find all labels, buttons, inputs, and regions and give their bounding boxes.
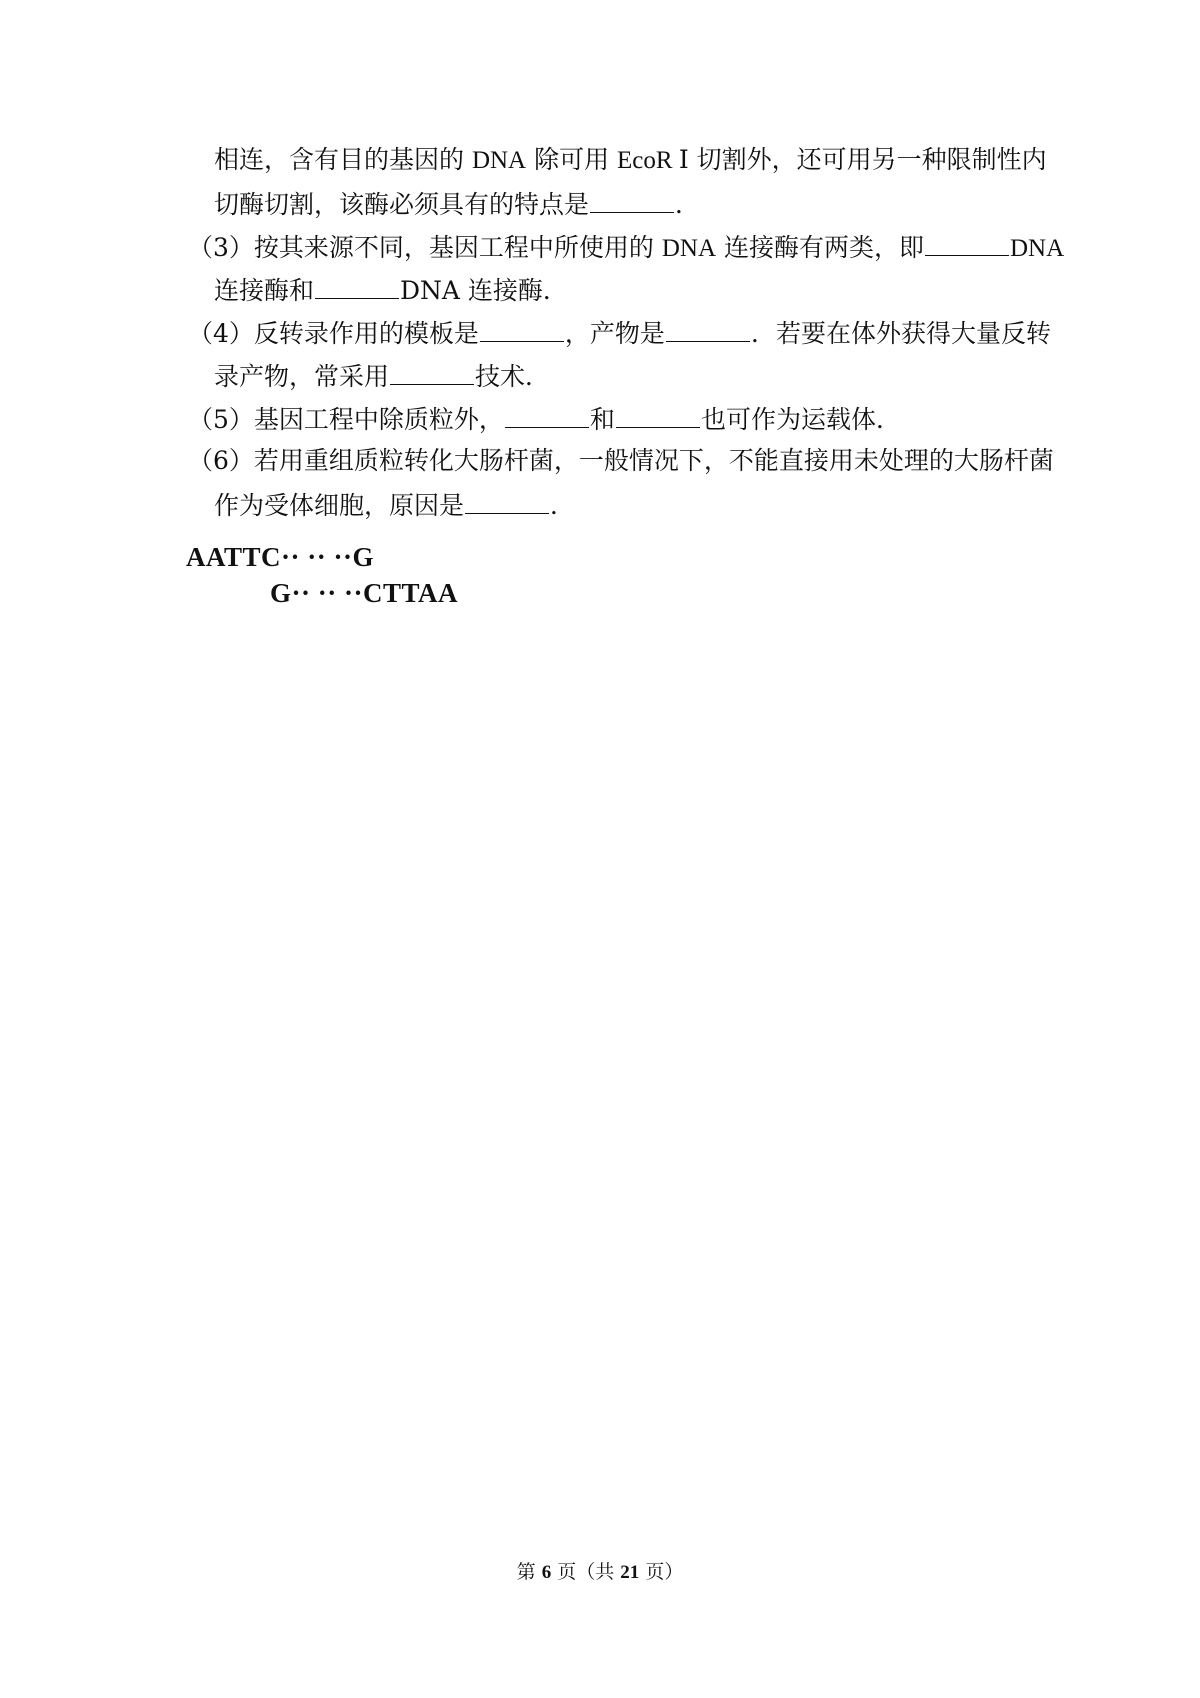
text-segment: 相连，含有目的基因的: [214, 145, 472, 174]
answer-blank[interactable]: [480, 315, 564, 342]
text-segment: 也可作为运载体．: [700, 405, 901, 434]
text-line-4: [214, 272, 568, 308]
text-segment: 作为受体细胞，原因是: [214, 491, 465, 520]
text-segment: 切酶切割，该酶必须具有的特点是: [214, 190, 590, 219]
footer-text: 第: [516, 1561, 542, 1583]
text-segment: 连接酶有两类，即: [716, 233, 924, 262]
footer-text: 页（共: [551, 1561, 621, 1583]
answer-blank[interactable]: [315, 272, 399, 299]
text-segment: 技术．: [475, 362, 551, 391]
answer-blank[interactable]: [666, 315, 750, 342]
answer-blank[interactable]: [925, 229, 1009, 256]
text-segment: DNA: [1009, 235, 1065, 262]
answer-blank[interactable]: [465, 487, 549, 514]
dna-sequence-top-strand: AATTC·· ·· ··G: [186, 542, 375, 572]
text-line-5: [188, 315, 1051, 351]
text-segment: ，产物是: [564, 319, 665, 348]
text-segment: 和: [589, 405, 615, 434]
text-line-2: [214, 186, 700, 222]
answer-blank[interactable]: [590, 186, 674, 213]
text-line-3: [188, 229, 1064, 266]
text-segment: EcoR Ⅰ: [617, 147, 689, 174]
answer-blank[interactable]: [390, 358, 474, 385]
answer-blank[interactable]: [616, 401, 700, 428]
text-segment: ．: [675, 190, 701, 219]
text-segment: ．若要在体外获得大量反转: [750, 319, 1051, 348]
text-segment: ．: [550, 491, 576, 520]
text-line-7: [188, 401, 901, 437]
text-line-9: [214, 487, 575, 523]
text-line-1: [214, 143, 1047, 178]
text-segment: DNA 连接酶．: [400, 276, 568, 305]
text-segment: 切割外，还可用另一种限制性内: [688, 145, 1047, 174]
footer-text: 页）: [639, 1561, 684, 1583]
text-segment: DNA: [471, 147, 527, 174]
text-segment: （4）反转录作用的模板是: [188, 319, 479, 348]
text-segment: 除可用: [526, 145, 618, 174]
text-line-8: [188, 444, 1054, 478]
text-line-6: [214, 358, 550, 394]
text-segment: （3）按其来源不同，基因工程中所使用的: [188, 233, 662, 262]
text-segment: （5）基因工程中除质粒外，: [188, 405, 504, 434]
dna-sequence-bottom-strand: G·· ·· ··CTTAA: [270, 578, 459, 608]
answer-blank[interactable]: [505, 401, 589, 428]
page-number: 6: [541, 1562, 552, 1583]
text-segment: 连接酶和: [214, 276, 315, 305]
text-segment: 录产物，常采用: [214, 362, 390, 391]
page-footer: [0, 1557, 1200, 1584]
page-total: 21: [620, 1562, 640, 1583]
text-segment: （6）若用重组质粒转化大肠杆菌，一般情况下，不能直接用未处理的大肠杆菌: [188, 446, 1054, 475]
text-segment: DNA: [661, 235, 717, 262]
